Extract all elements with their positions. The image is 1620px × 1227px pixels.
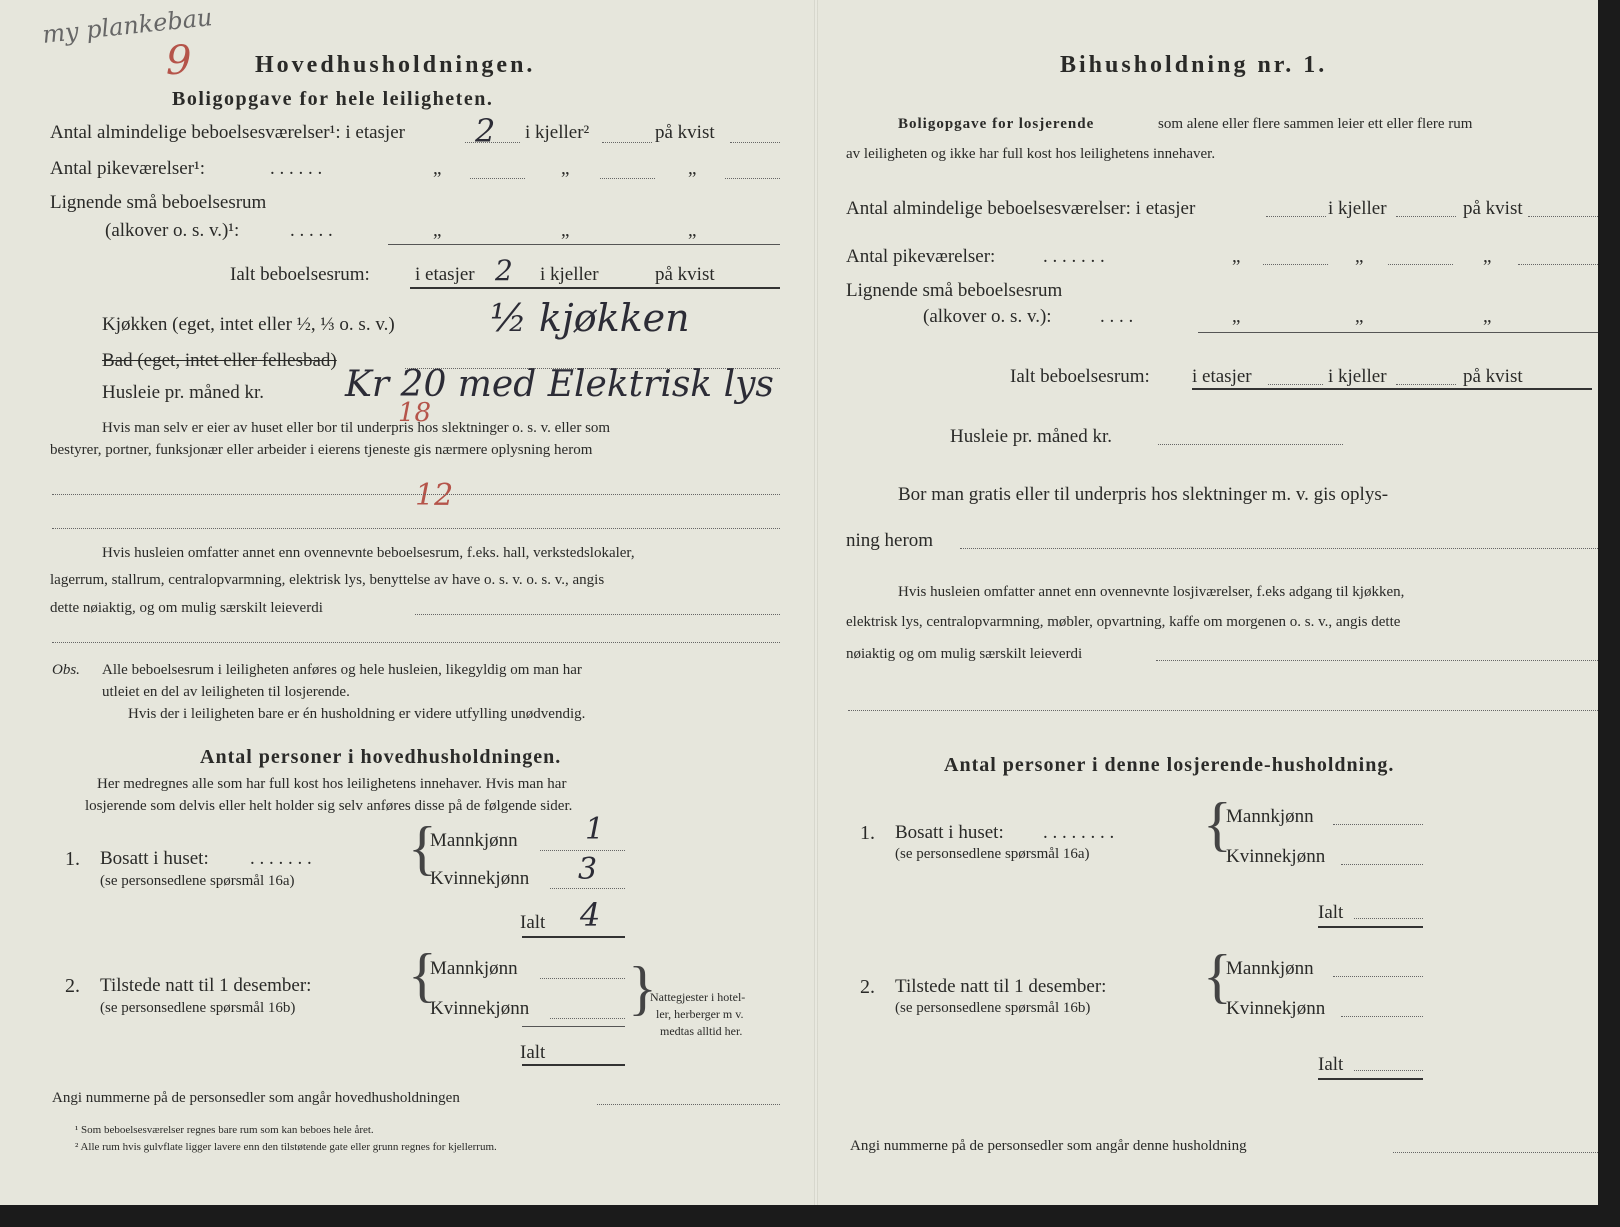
field-line <box>540 850 625 851</box>
question-2-number: 2. <box>65 975 80 997</box>
leader-dots: . . . . . . <box>270 158 323 179</box>
obs-label: Obs. <box>52 662 80 678</box>
pikevaerelser-label: Antal pikeværelser: <box>846 246 996 267</box>
husleie-label: Husleie pr. måned kr. <box>950 426 1112 447</box>
mann-label: Mannkjønn <box>430 958 518 979</box>
persons-instruction: Her medregnes alle som har full kost hos leilighetens innehaver. Hvis man har <box>97 776 567 792</box>
ialt-label: Ialt <box>1318 1054 1344 1075</box>
field-line <box>1156 660 1598 661</box>
field-line <box>1396 216 1456 217</box>
page-title: Bihusholdning nr. 1. <box>1060 52 1328 78</box>
ditto-mark: „ <box>1355 306 1364 327</box>
ialt-etasjer-label: i etasjer <box>1192 366 1252 387</box>
ialt-kvist-label: på kvist <box>655 264 715 285</box>
left-page-main-household <box>0 0 814 1205</box>
tilstede-label: Tilstede natt til 1 desember: <box>895 976 1107 997</box>
leader-dots: . . . . . . . <box>1043 246 1105 267</box>
page-title: Hovedhusholdningen. <box>255 52 536 78</box>
q1-ialt-value: 4 <box>580 896 601 934</box>
nattegjester-note-3: medtas alltid her. <box>660 1024 743 1038</box>
gratis-instruction-2: ning herom <box>846 530 934 551</box>
ialt-kjeller-label: i kjeller <box>540 264 599 285</box>
alkover-label-2: (alkover o. s. v.)¹: <box>105 220 240 241</box>
angi-nummerne: Angi nummerne på de personsedler som angår denne husholdning <box>850 1138 1247 1154</box>
kvinne-label: Kvinnekjønn <box>430 868 530 889</box>
q1-mann-value: 1 <box>585 812 605 847</box>
persons-instruction-2: losjerende som delvis eller helt holder sig selv anføres disse på de følgende sider. <box>85 798 573 814</box>
field-line <box>1518 264 1598 265</box>
obs-text-2: utleiet en del av leiligheten til losjerende. <box>102 684 350 700</box>
scan-border-right <box>1598 0 1620 1227</box>
field-line <box>1263 264 1328 265</box>
ialt-label: Ialt <box>1318 902 1344 923</box>
question-1-number: 1. <box>65 848 80 870</box>
kvinne-label: Kvinnekjønn <box>1226 846 1326 867</box>
nattegjester-note: Nattegjester i hotel- <box>650 990 746 1004</box>
angi-nummerne: Angi nummerne på de personsedler som angår hovedhusholdningen <box>52 1090 460 1106</box>
persons-section-title: Antal personer i hovedhusholdningen. <box>200 746 562 768</box>
leader-dots: . . . . <box>1100 306 1134 327</box>
field-line <box>1396 384 1456 385</box>
mann-label: Mannkjønn <box>430 830 518 851</box>
ditto-mark: „ <box>1232 246 1241 267</box>
omfatter-instruction: Hvis husleien omfatter annet enn ovennevnte beboelsesrum, f.eks. hall, verkstedslokaler, <box>102 545 635 561</box>
curly-brace-icon: { <box>408 942 437 1008</box>
field-line <box>602 142 652 143</box>
field-line <box>550 1018 625 1019</box>
scan-border-bottom <box>0 1205 1620 1227</box>
field-line <box>1393 1152 1598 1153</box>
tilstede-sub: (se personsedlene spørsmål 16b) <box>895 1000 1091 1016</box>
omfatter-instruction-2: elektrisk lys, centralopvarmning, møbler, opvartning, kaffe om morgenen o. s. v., angis dette <box>846 614 1401 630</box>
alkover-label-2: (alkover o. s. v.): <box>923 306 1052 327</box>
ditto-mark: „ <box>433 158 442 179</box>
intro-bold: Boligopgave for losjerende <box>898 116 1095 132</box>
curly-brace-icon: { <box>1203 791 1232 857</box>
ialt-rooms-label: Ialt beboelsesrum: <box>1010 366 1150 387</box>
sum-rule <box>388 244 780 245</box>
kjokken-label: Kjøkken (eget, intet eller ½, ⅓ o. s. v.) <box>102 314 395 335</box>
intro-text: som alene eller flere sammen leier ett eller flere rum <box>1158 116 1473 132</box>
ialt-etasjer-value: 2 <box>495 254 513 287</box>
leader-dots: . . . . . <box>290 220 333 241</box>
field-line <box>470 178 525 179</box>
ialt-label: Ialt <box>520 912 546 933</box>
question-1-number: 1. <box>860 822 875 844</box>
obs-text: Alle beboelsesrum i leiligheten anføres og hele husleien, likegyldig om man har <box>102 662 582 678</box>
field-line <box>540 978 625 979</box>
kjeller-label: i kjeller² <box>525 122 590 143</box>
leader-dots: . . . . . . . . <box>1043 822 1115 843</box>
husleie-value: Kr 20 med Elektrisk lys <box>345 364 774 405</box>
sum-rule <box>1198 332 1598 333</box>
nattegjester-note-2: ler, herberger m v. <box>656 1007 744 1021</box>
field-line <box>52 494 780 495</box>
field-line <box>1528 216 1598 217</box>
obs-text-3: Hvis der i leiligheten bare er én husholdning er videre utfylling unødvendig. <box>128 706 586 722</box>
curly-brace-icon: { <box>408 815 437 881</box>
ialt-etasjer-label: i etasjer <box>415 264 475 285</box>
omfatter-instruction-2: lagerrum, stallrum, centralopvarmning, elektrisk lys, benyttelse av have o. s. v. o. s. v., angis <box>50 572 605 588</box>
ditto-mark: „ <box>1355 246 1364 267</box>
ialt-kvist-label: på kvist <box>1463 366 1523 387</box>
field-line <box>1158 444 1343 445</box>
sum-rule <box>522 1026 625 1027</box>
sum-rule <box>1192 388 1592 390</box>
alkover-label: Lignende små beboelsesrum <box>846 280 1063 301</box>
omfatter-instruction-3: dette nøiaktig, og om mulig særskilt leieverdi <box>50 600 323 616</box>
sum-rule <box>410 287 780 289</box>
field-line <box>52 528 780 529</box>
kvinne-label: Kvinnekjønn <box>430 998 530 1019</box>
mann-label: Mannkjønn <box>1226 958 1314 979</box>
tilstede-label: Tilstede natt til 1 desember: <box>100 975 312 996</box>
red-annotation-12: 12 <box>415 478 454 513</box>
eier-instruction-2: bestyrer, portner, funksjonær eller arbeider i eierens tjeneste gis nærmere oplysning herom <box>50 442 593 458</box>
tilstede-sub: (se personsedlene spørsmål 16b) <box>100 1000 296 1016</box>
field-line <box>550 888 625 889</box>
field-line <box>725 178 780 179</box>
ialt-kjeller-label: i kjeller <box>1328 366 1387 387</box>
persons-section-title: Antal personer i denne losjerende-husholdning. <box>944 754 1395 776</box>
ditto-mark: „ <box>688 220 697 241</box>
ditto-mark: „ <box>433 220 442 241</box>
husleie-label: Husleie pr. måned kr. <box>102 382 264 403</box>
ditto-mark: „ <box>1483 246 1492 267</box>
field-line <box>415 614 780 615</box>
sum-rule <box>1318 926 1423 928</box>
field-line <box>1341 864 1423 865</box>
page-subtitle: Boligopgave for hele leiligheten. <box>172 88 494 110</box>
sum-rule <box>522 936 625 938</box>
kjeller-label: i kjeller <box>1328 198 1387 219</box>
field-line <box>1268 384 1323 385</box>
right-page-sub-household <box>818 0 1598 1205</box>
kvinne-label: Kvinnekjønn <box>1226 998 1326 1019</box>
field-line <box>1388 264 1453 265</box>
omfatter-instruction: Hvis husleien omfatter annet enn ovennevnte losjiværelser, f.eks adgang til kjøkken, <box>898 584 1405 600</box>
sum-rule <box>1318 1078 1423 1080</box>
rooms-etasjer-value: 2 <box>475 112 496 150</box>
field-line <box>1354 1070 1423 1071</box>
bosatt-label: Bosatt i huset: <box>895 822 1004 843</box>
gratis-instruction: Bor man gratis eller til underpris hos slektninger m. v. gis oplys- <box>898 484 1389 505</box>
margin-handwritten-note: my plankebau <box>41 3 214 49</box>
eier-instruction: Hvis man selv er eier av huset eller bor til underpris hos slektninger o. s. v. eller som <box>102 420 611 436</box>
alkover-label: Lignende små beboelsesrum <box>50 192 267 213</box>
page-number: 9 <box>166 38 192 84</box>
ditto-mark: „ <box>688 158 697 179</box>
question-2-number: 2. <box>860 976 875 998</box>
bosatt-label: Bosatt i huset: <box>100 848 209 869</box>
curly-brace-icon: { <box>628 955 657 1021</box>
ditto-mark: „ <box>561 220 570 241</box>
bosatt-sub: (se personsedlene spørsmål 16a) <box>895 846 1090 862</box>
ditto-mark: „ <box>1232 306 1241 327</box>
ditto-mark: „ <box>1483 306 1492 327</box>
field-line <box>1354 918 1423 919</box>
field-line <box>960 548 1598 549</box>
kvist-label: på kvist <box>655 122 715 143</box>
field-line <box>1341 1016 1423 1017</box>
field-line <box>1333 976 1423 977</box>
sum-rule <box>522 1064 625 1066</box>
field-line <box>1333 824 1423 825</box>
field-line <box>1266 216 1326 217</box>
red-annotation-18: 18 <box>398 398 432 428</box>
intro-text-2: av leiligheten og ikke har full kost hos leilighetens innehaver. <box>846 146 1216 162</box>
bad-label: Bad (eget, intet eller fellesbad) <box>102 350 337 371</box>
field-line <box>600 178 655 179</box>
rooms-row-label: Antal almindelige beboelsesværelser¹: i etasjer <box>50 122 405 143</box>
omfatter-instruction-3: nøiaktig og om mulig særskilt leieverdi <box>846 646 1083 662</box>
pikevaerelser-label: Antal pikeværelser¹: <box>50 158 206 179</box>
leader-dots: . . . . . . . <box>250 848 312 869</box>
kvist-label: på kvist <box>1463 198 1523 219</box>
mann-label: Mannkjønn <box>1226 806 1314 827</box>
curly-brace-icon: { <box>1203 943 1232 1009</box>
rooms-row-label: Antal almindelige beboelsesværelser: i etasjer <box>846 198 1196 219</box>
footnote-1: ¹ Som beboelsesværelser regnes bare rum som kan beboes hele året. <box>75 1124 374 1136</box>
field-line <box>52 642 780 643</box>
field-line <box>597 1104 780 1105</box>
ialt-label: Ialt <box>520 1042 546 1063</box>
field-line <box>848 710 1598 711</box>
kjokken-value: ½ kjøkken <box>490 296 690 340</box>
field-line <box>730 142 780 143</box>
ditto-mark: „ <box>561 158 570 179</box>
footnote-2: ² Alle rum hvis gulvflate ligger lavere enn den tilstøtende gate eller grunn regnes for kjellerrum. <box>75 1141 497 1153</box>
q1-kvinne-value: 3 <box>578 852 598 887</box>
ialt-rooms-label: Ialt beboelsesrum: <box>230 264 370 285</box>
bosatt-sub: (se personsedlene spørsmål 16a) <box>100 873 295 889</box>
